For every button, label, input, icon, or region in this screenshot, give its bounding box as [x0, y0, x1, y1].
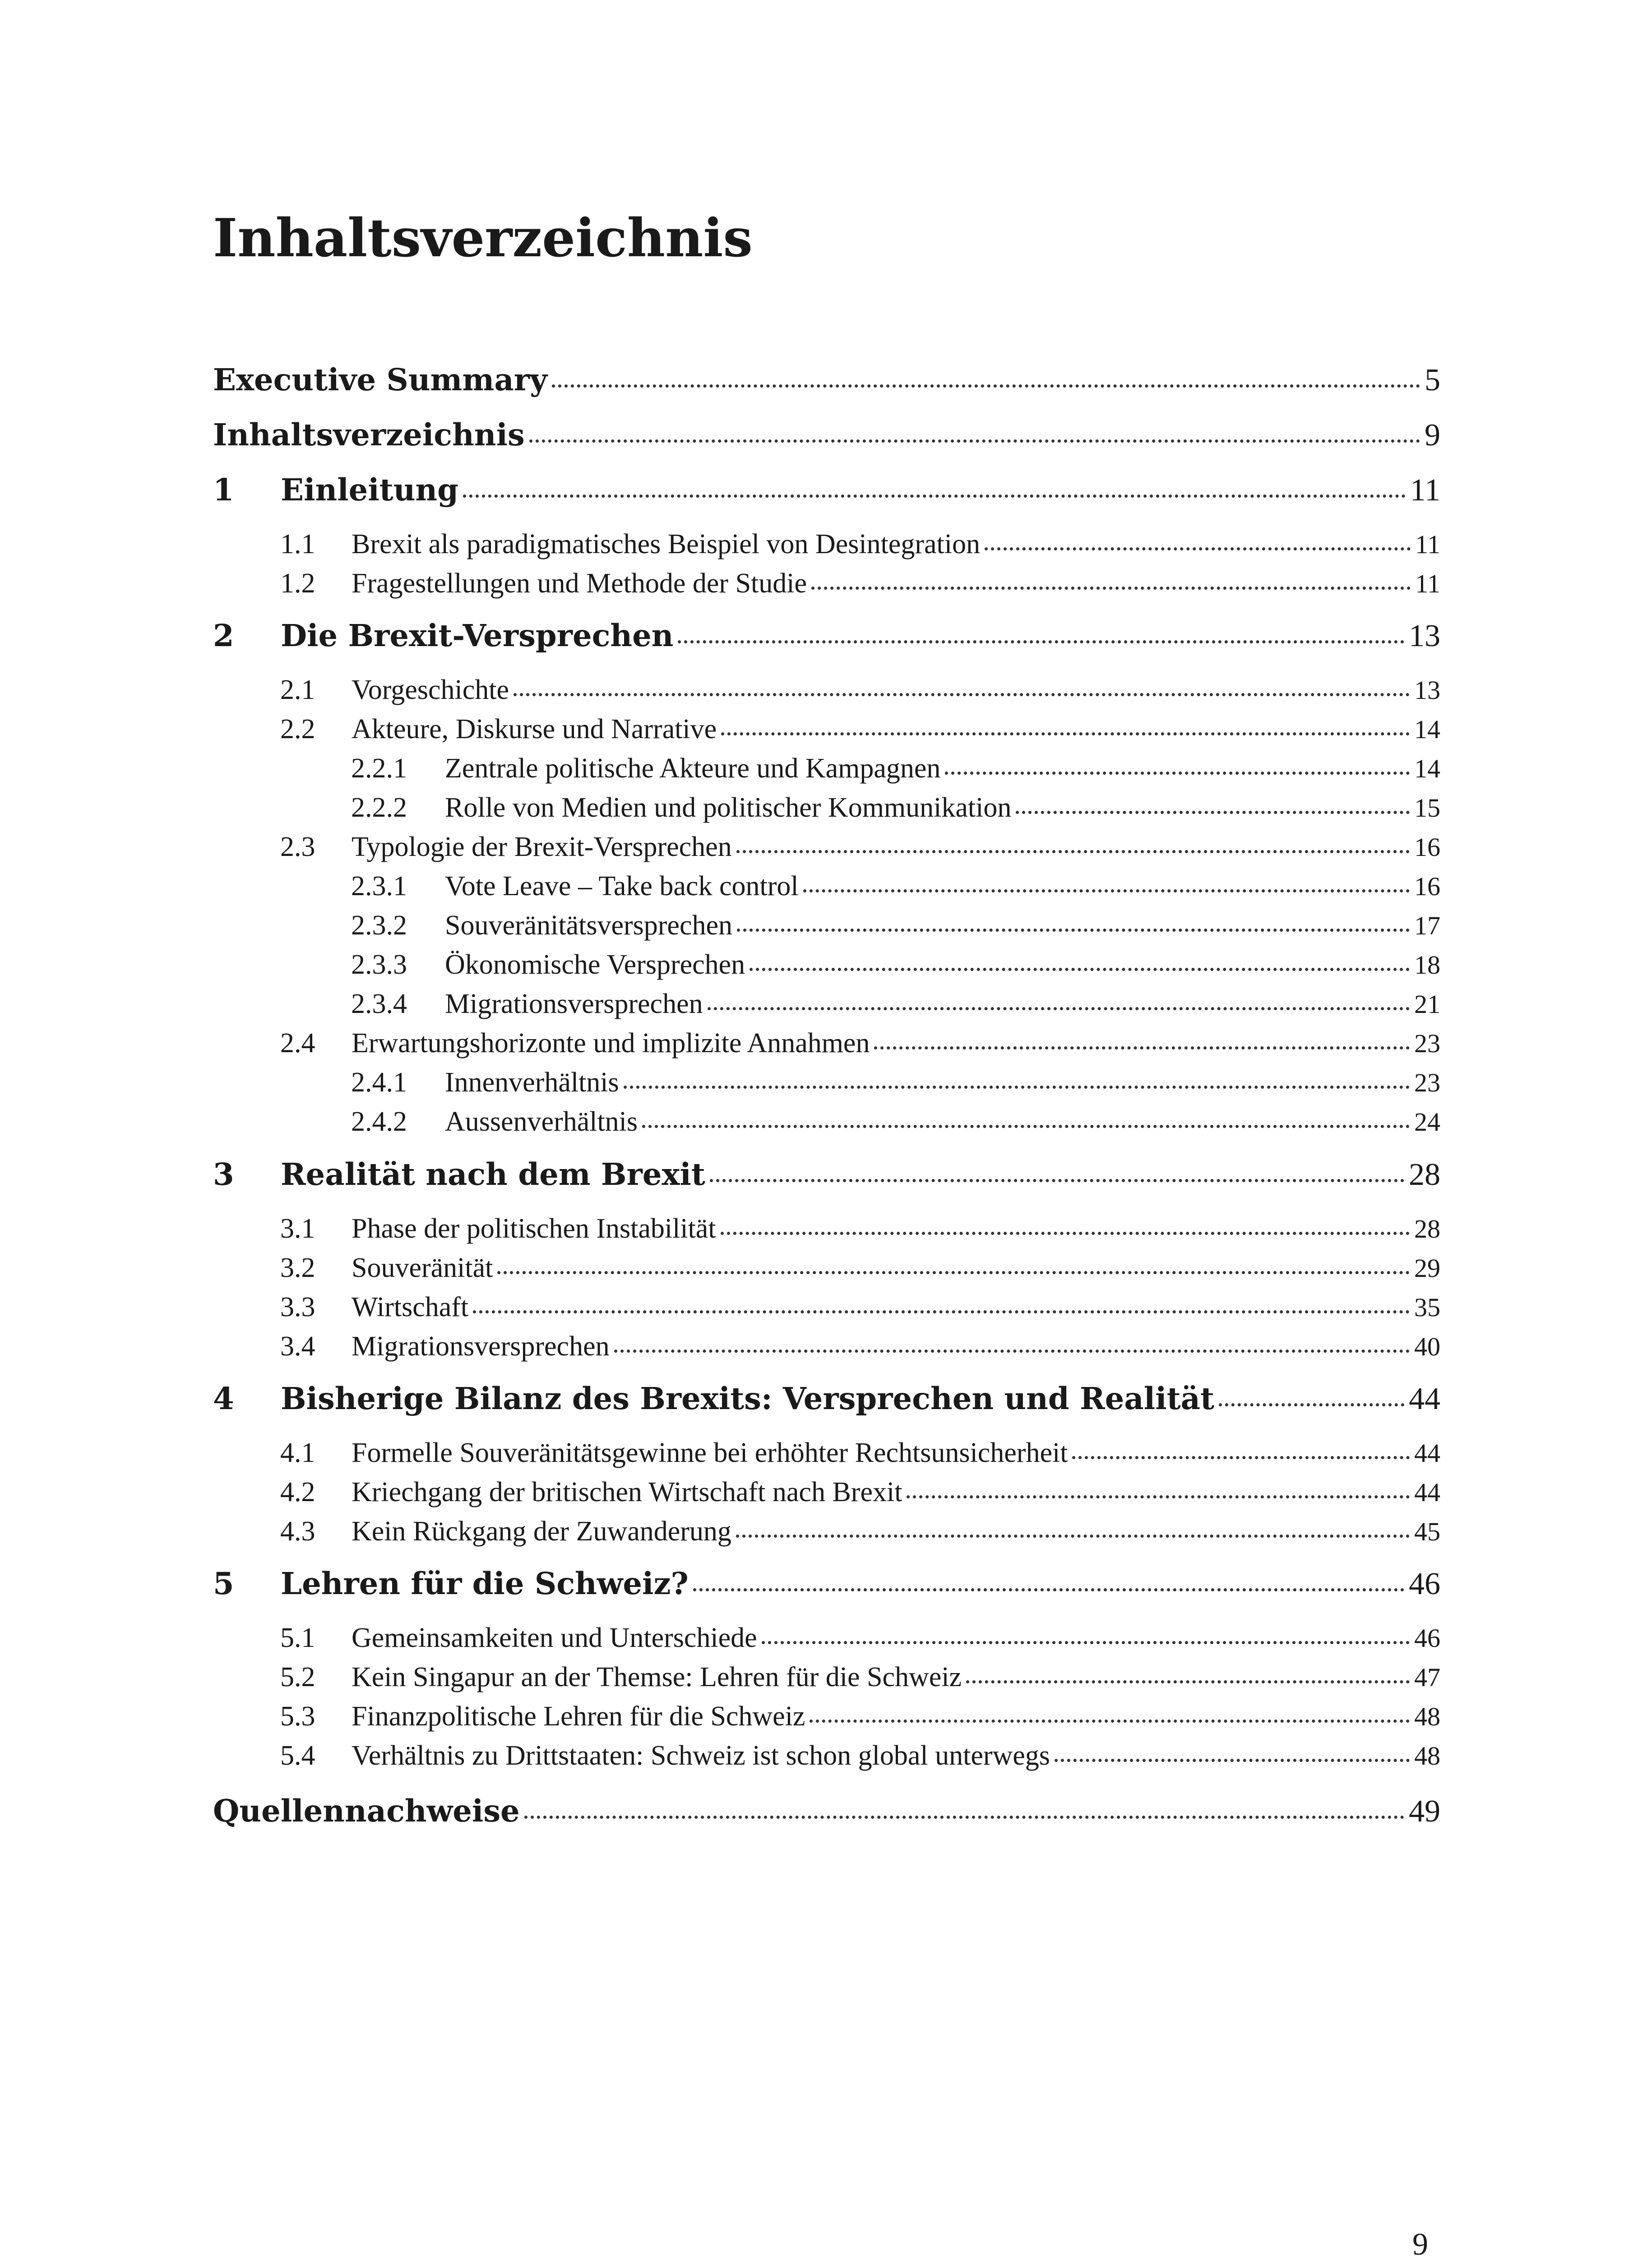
toc-entry-label: Akteure, Diskurse und Narrative	[352, 714, 717, 744]
toc-entry-label: Phase der politischen Instabilität	[352, 1213, 716, 1244]
toc-entry-page: 18	[1414, 950, 1440, 980]
dot-leader	[985, 547, 1411, 550]
toc-entry-label: Lehren für die Schweiz?	[281, 1566, 689, 1601]
toc-entry-number: 2.2.2	[351, 792, 407, 823]
dot-leader	[614, 1350, 1410, 1353]
toc-entry-label: Kein Rückgang der Zuwanderung	[352, 1516, 731, 1547]
dot-leader	[907, 1495, 1410, 1498]
toc-entry-number: 2.4.1	[351, 1067, 407, 1098]
toc-entry-section-2-4[interactable]	[280, 1029, 1440, 1057]
dot-leader	[497, 1271, 1410, 1274]
dot-leader	[678, 640, 1404, 643]
dot-leader	[514, 693, 1410, 696]
toc-entry-label: Souveränität	[352, 1253, 493, 1283]
toc-entry-section-2-2[interactable]	[280, 715, 1440, 743]
toc-entry-label: Erwartungshorizonte und implizite Annahmen	[352, 1028, 870, 1059]
dot-leader	[524, 1816, 1404, 1819]
toc-entry-page: 28	[1409, 1157, 1440, 1192]
toc-entry-label: Inhaltsverzeichnis	[213, 417, 525, 453]
toc-entry-page: 17	[1414, 911, 1440, 940]
toc-entry-label: Realität nach dem Brexit	[281, 1156, 705, 1192]
toc-entry-label: Kein Singapur an der Themse: Lehren für die Schweiz	[352, 1662, 962, 1692]
toc-entry-page: 46	[1414, 1623, 1440, 1653]
toc-entry-number: 4.1	[280, 1438, 315, 1468]
toc-entry-number: 1.1	[280, 529, 315, 559]
toc-entry-page: 44	[1409, 1382, 1440, 1416]
toc-entry-page: 48	[1414, 1741, 1440, 1771]
toc-entry-number: 3.2	[280, 1253, 315, 1283]
dot-leader	[762, 1641, 1410, 1644]
toc-entry-page: 44	[1414, 1438, 1440, 1468]
toc-entry-page: 5	[1425, 363, 1440, 398]
toc-entry-label: Aussenverhältnis	[445, 1106, 638, 1137]
toc-entry-page: 48	[1414, 1702, 1440, 1731]
toc-entry-label: Einleitung	[281, 472, 458, 508]
toc-entry-number: 3.3	[280, 1292, 315, 1322]
toc-entry-number: 2.3.4	[351, 989, 407, 1019]
dot-leader	[1219, 1403, 1404, 1406]
toc-entry-number: 1	[213, 472, 234, 508]
dot-leader	[693, 1588, 1404, 1591]
page-number: 9	[1412, 2227, 1428, 2256]
toc-entry-chapter-5[interactable]	[213, 1568, 1440, 1600]
dot-leader	[874, 1046, 1410, 1049]
toc-entry-section-3-4[interactable]	[280, 1332, 1440, 1360]
toc-entry-label: Finanzpolitische Lehren für die Schweiz	[352, 1701, 805, 1732]
toc-entry-label: Migrationsversprechen	[352, 1331, 610, 1362]
toc-entry-label: Innenverhältnis	[445, 1067, 619, 1098]
toc-entry-page: 47	[1414, 1663, 1440, 1692]
toc-entry-section-5-1[interactable]	[280, 1624, 1440, 1652]
toc-entry-section-2-3-4[interactable]	[351, 990, 1440, 1018]
toc-entry-section-4-1[interactable]	[280, 1439, 1440, 1467]
toc-entry-number: 2.2.1	[351, 753, 407, 784]
toc-entry-page: 45	[1414, 1517, 1440, 1546]
dot-leader	[945, 772, 1410, 775]
dot-leader	[737, 929, 1410, 932]
toc-entry-label: Quellennachweise	[213, 1793, 520, 1829]
toc-entry-label: Formelle Souveränitätsgewinne bei erhöhter Rechtsunsicherheit	[352, 1438, 1068, 1468]
toc-entry-section-2-2-1[interactable]	[351, 754, 1440, 782]
toc-entry-section-5-3[interactable]	[280, 1702, 1440, 1730]
toc-entry-number: 5.3	[280, 1701, 315, 1732]
dot-leader	[473, 1310, 1410, 1313]
toc-entry-section-4-3[interactable]	[280, 1517, 1440, 1545]
toc-entry-number: 4.2	[280, 1477, 315, 1507]
toc-entry-number: 2.3.1	[351, 871, 407, 901]
toc-entry-number: 2.3.3	[351, 949, 407, 980]
dot-leader	[1072, 1456, 1410, 1459]
toc-entry-page: 9	[1425, 418, 1440, 453]
toc-entry-number: 3.4	[280, 1331, 315, 1362]
toc-entry-label: Rolle von Medien und politischer Kommunikation	[445, 792, 1012, 823]
dot-leader	[721, 732, 1410, 735]
dot-leader	[736, 850, 1410, 853]
toc-entry-page: 13	[1409, 619, 1440, 653]
dot-leader	[810, 1720, 1410, 1723]
toc-entry-inhaltsverzeichnis[interactable]	[213, 417, 1440, 453]
toc-entry-page: 28	[1414, 1214, 1440, 1244]
toc-entry-number: 4.3	[280, 1516, 315, 1547]
toc-entry-label: Wirtschaft	[352, 1292, 469, 1322]
toc-entry-number: 3.1	[280, 1213, 315, 1244]
toc-entry-label: Executive Summary	[213, 362, 547, 398]
toc-entry-page: 21	[1414, 989, 1440, 1019]
toc-entry-label: Vote Leave – Take back control	[445, 871, 799, 901]
dot-leader	[811, 587, 1411, 590]
toc-entry-quellennachweise[interactable]	[213, 1793, 1440, 1829]
toc-entry-page: 14	[1414, 715, 1440, 744]
dot-leader	[750, 968, 1410, 971]
toc-entry-section-3-1[interactable]	[280, 1215, 1440, 1243]
toc-entry-page: 11	[1410, 473, 1440, 508]
toc-entry-page: 40	[1414, 1332, 1440, 1361]
dot-leader	[642, 1125, 1410, 1128]
toc-entry-number: 1.2	[280, 568, 315, 599]
toc-entry-number: 2.4.2	[351, 1106, 407, 1137]
toc-entry-page: 16	[1414, 872, 1440, 901]
toc-entry-page: 15	[1414, 793, 1440, 823]
dot-leader	[736, 1535, 1410, 1538]
toc-entry-number: 5	[213, 1566, 234, 1601]
toc-entry-number: 4	[213, 1381, 234, 1416]
toc-entry-label: Vorgeschichte	[352, 675, 509, 705]
toc-entry-chapter-2[interactable]	[213, 620, 1440, 652]
toc-entry-section-1-2[interactable]	[280, 569, 1440, 597]
toc-entry-section-2-3-1[interactable]	[351, 872, 1440, 900]
toc-entry-section-1-1[interactable]	[280, 530, 1440, 558]
toc-entry-label: Fragestellungen und Methode der Studie	[352, 568, 807, 599]
toc-entry-section-2-3-2[interactable]	[351, 911, 1440, 939]
toc-entry-number: 2.3	[280, 832, 315, 862]
toc-entry-page: 11	[1415, 530, 1440, 559]
toc-entry-label: Kriechgang der britischen Wirtschaft nach Brexit	[352, 1477, 902, 1507]
dot-leader	[624, 1086, 1410, 1089]
toc-entry-section-2-4-1[interactable]	[351, 1068, 1440, 1096]
toc-entry-section-3-3[interactable]	[280, 1293, 1440, 1321]
toc-entry-section-2-3-3[interactable]	[351, 951, 1440, 979]
toc-entry-section-5-4[interactable]	[280, 1742, 1440, 1770]
toc-entry-number: 5.4	[280, 1740, 315, 1771]
toc-entry-label: Migrationsversprechen	[445, 989, 703, 1019]
toc-entry-page: 16	[1414, 832, 1440, 862]
dot-leader	[966, 1680, 1410, 1683]
dot-leader	[1016, 811, 1410, 814]
toc-entry-page: 11	[1415, 569, 1440, 598]
toc-entry-number: 2	[213, 618, 234, 653]
toc-entry-label: Souveränitätsversprechen	[445, 910, 732, 941]
toc-entry-page: 49	[1409, 1794, 1440, 1829]
toc-entry-page: 23	[1414, 1029, 1440, 1058]
toc-entry-label: Ökonomische Versprechen	[445, 949, 745, 980]
toc-entry-number: 2.2	[280, 714, 315, 744]
dot-leader	[1055, 1759, 1410, 1762]
toc-entry-page: 29	[1414, 1253, 1440, 1283]
toc-entry-number: 5.1	[280, 1623, 315, 1653]
toc-entry-number: 5.2	[280, 1662, 315, 1692]
dot-leader	[721, 1232, 1410, 1235]
toc-entry-number: 3	[213, 1156, 234, 1192]
toc-entry-label: Zentrale politische Akteure und Kampagnen	[445, 753, 941, 784]
toc-entry-section-5-2[interactable]	[280, 1663, 1440, 1691]
dot-leader	[710, 1179, 1404, 1182]
toc-entry-section-3-2[interactable]	[280, 1254, 1440, 1282]
toc-entry-page: 44	[1414, 1478, 1440, 1507]
toc-entry-number: 2.3.2	[351, 910, 407, 941]
toc-entry-section-2-1[interactable]	[280, 676, 1440, 704]
toc-entry-number: 2.1	[280, 675, 315, 705]
toc-entry-section-2-2-2[interactable]	[351, 794, 1440, 822]
dot-leader	[803, 889, 1410, 892]
toc-entry-label: Verhältnis zu Drittstaaten: Schweiz ist schon global unterwegs	[352, 1740, 1050, 1771]
toc-entry-page: 24	[1414, 1107, 1440, 1137]
toc-entry-chapter-1[interactable]	[213, 472, 1440, 508]
toc-entry-page: 14	[1414, 754, 1440, 783]
dot-leader	[552, 384, 1420, 388]
toc-entry-page: 35	[1414, 1293, 1440, 1322]
toc-entry-label: Die Brexit-Versprechen	[281, 618, 674, 653]
toc-entry-executive-summary[interactable]	[213, 362, 1440, 398]
toc-entry-page: 13	[1414, 675, 1440, 705]
toc-entry-section-2-4-2[interactable]	[351, 1108, 1440, 1136]
toc-entry-chapter-3[interactable]	[213, 1156, 1440, 1192]
toc-entry-section-2-3[interactable]	[280, 833, 1440, 861]
toc-entry-chapter-4[interactable]	[213, 1383, 1440, 1415]
toc-entry-number: 2.4	[280, 1028, 315, 1059]
page-title: Inhaltsverzeichnis	[213, 208, 753, 269]
dot-leader	[463, 495, 1406, 498]
toc-entry-label: Bisherige Bilanz des Brexits: Versprechen und Realität	[281, 1381, 1214, 1416]
toc-entry-page: 23	[1414, 1068, 1440, 1097]
toc-entry-section-4-2[interactable]	[280, 1478, 1440, 1506]
toc-entry-label: Gemeinsamkeiten und Unterschiede	[352, 1623, 757, 1653]
dot-leader	[708, 1007, 1410, 1010]
dot-leader	[529, 439, 1420, 443]
toc-entry-label: Typologie der Brexit-Versprechen	[352, 832, 732, 862]
toc-entry-label: Brexit als paradigmatisches Beispiel von Desintegration	[352, 529, 980, 559]
toc-entry-page: 46	[1409, 1567, 1440, 1601]
